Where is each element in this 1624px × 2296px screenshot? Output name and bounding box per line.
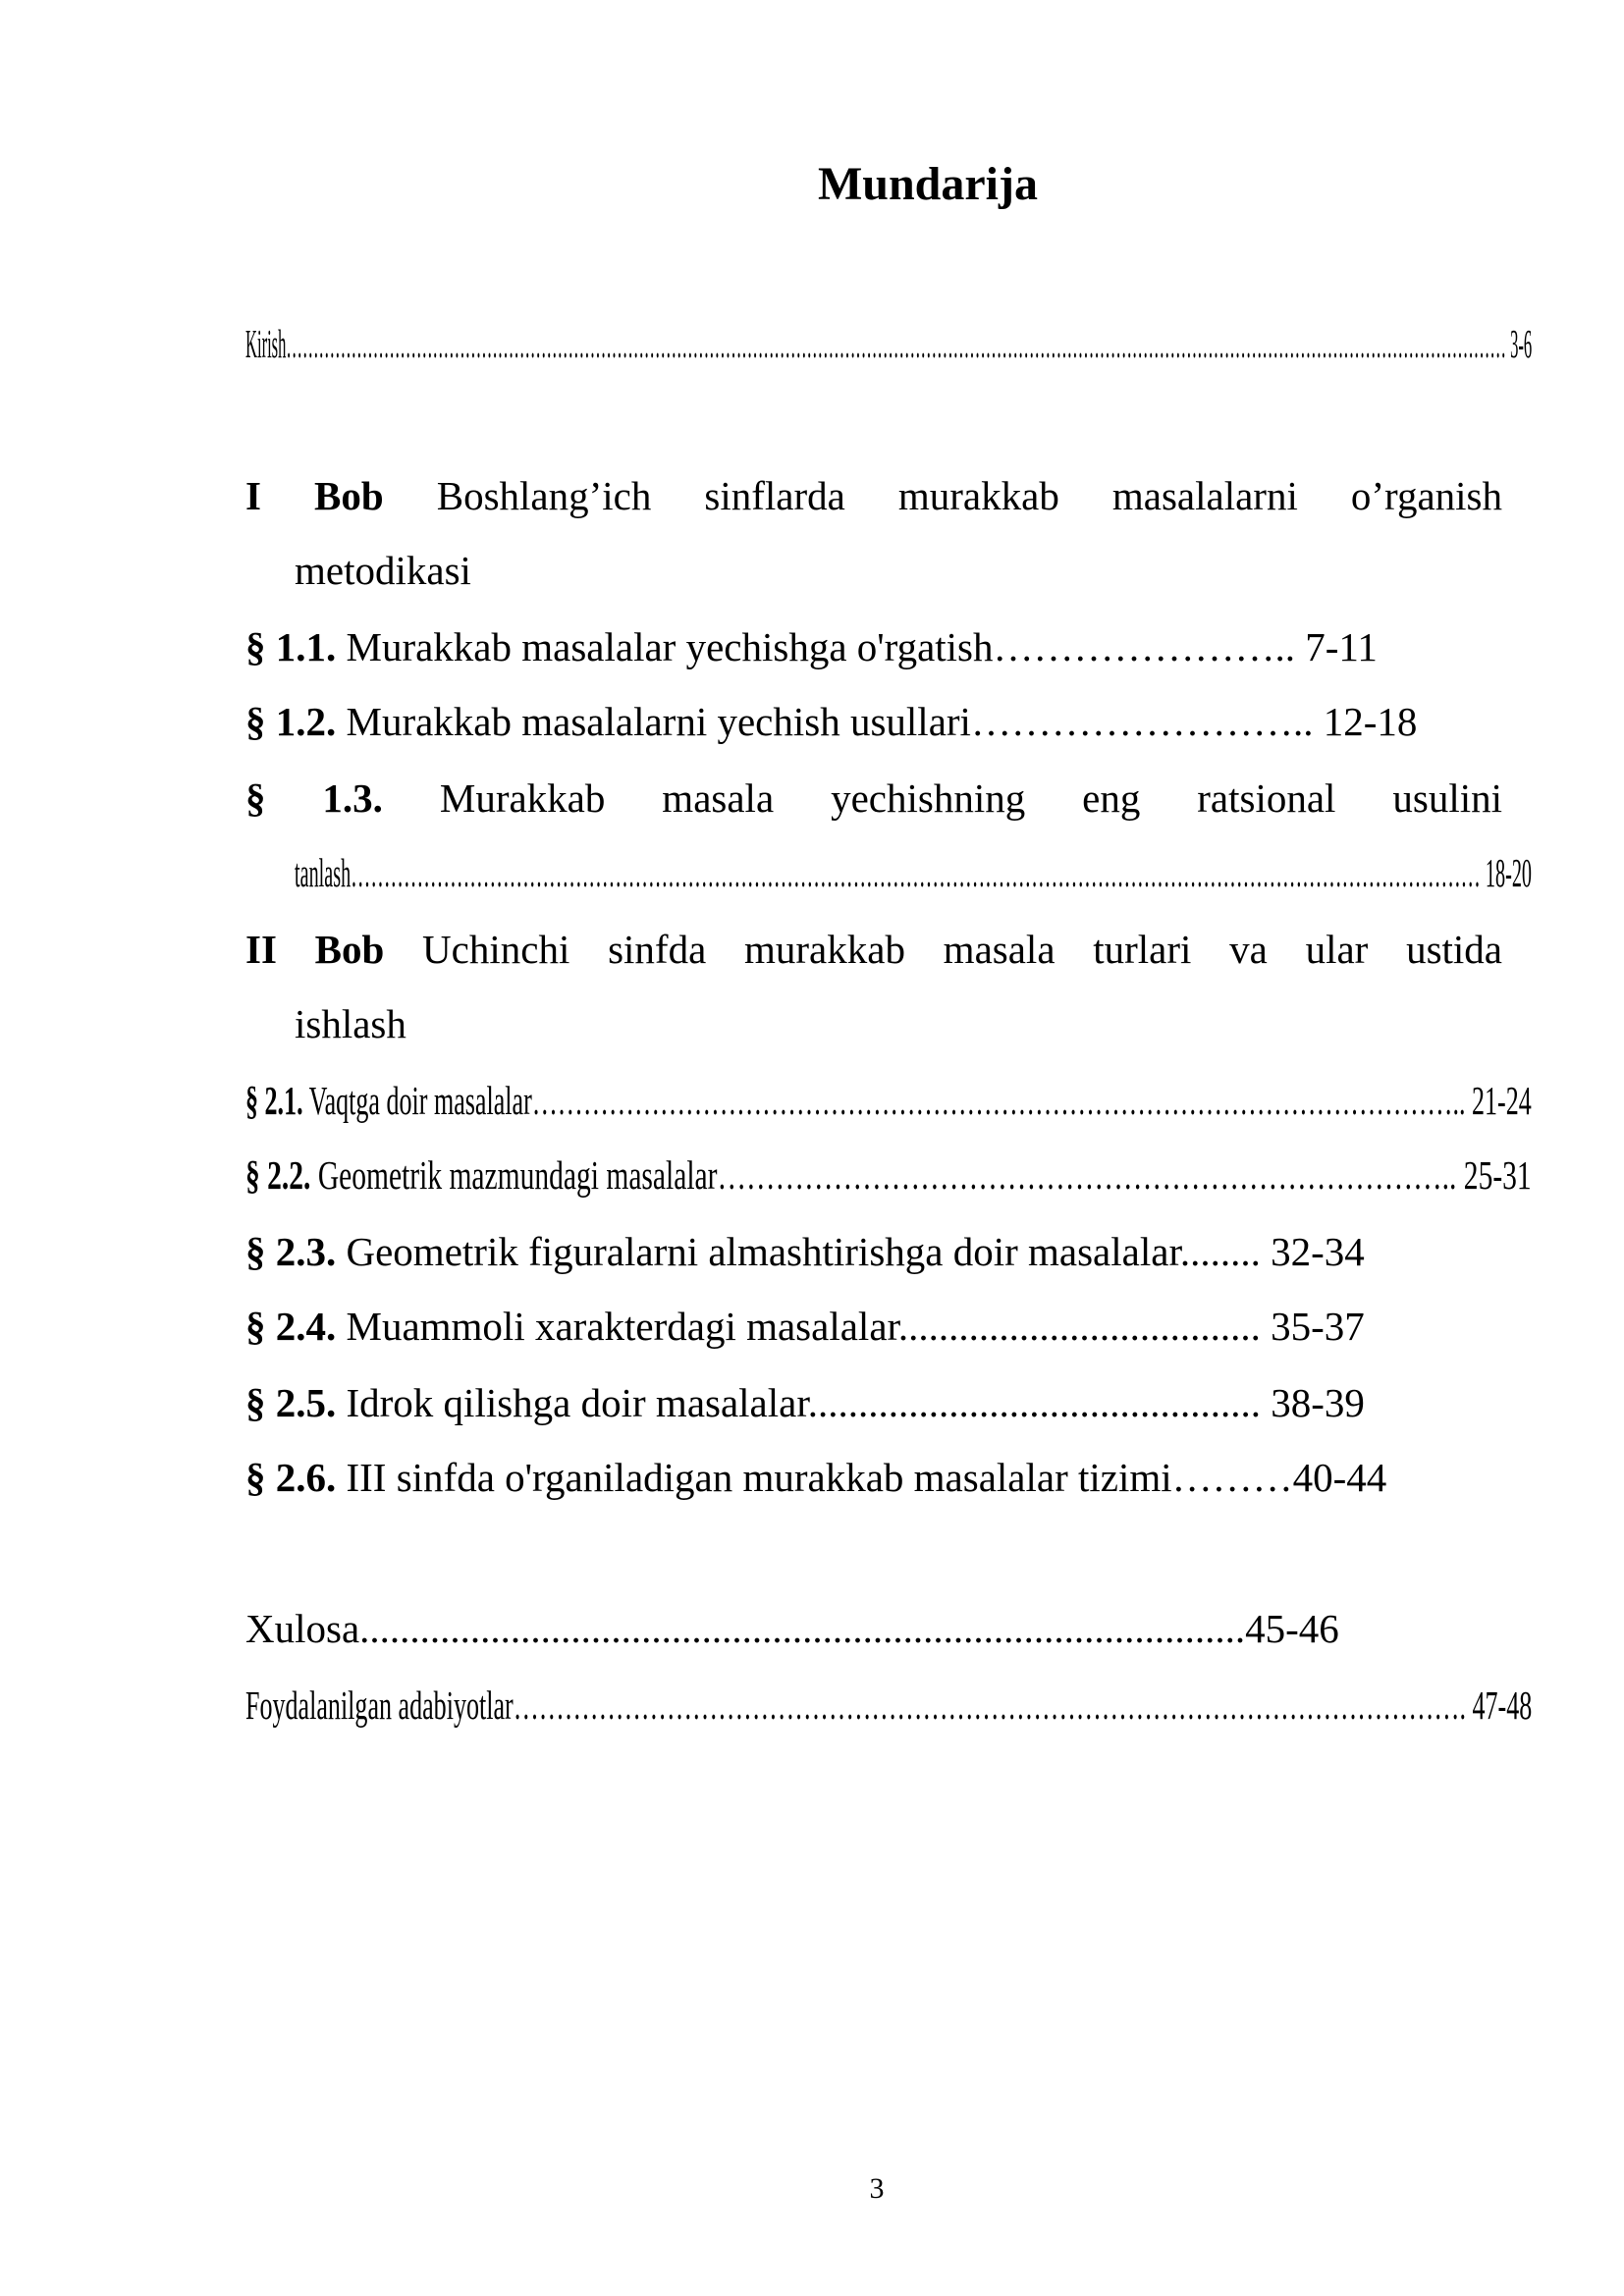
section-text: Murakkab masalalar yechishga o'rgatish………………….. 7-11	[336, 624, 1378, 669]
toc-chapter-2-heading	[245, 923, 1502, 976]
section-text: III sinfda o'rganiladigan murakkab masalalar tizimi………40-44	[336, 1455, 1387, 1500]
chapter-1-label: I Bob	[245, 473, 384, 518]
section-number: § 2.4.	[245, 1304, 337, 1349]
chapter-2-label: II Bob	[245, 927, 385, 972]
toc-chapter-1-title-cont: metodikasi	[295, 548, 471, 593]
toc-entry-2-5	[245, 1376, 1365, 1429]
toc-entry-2-3	[245, 1225, 1365, 1278]
section-number: § 2.1.	[245, 1078, 303, 1123]
section-number: § 1.1.	[245, 624, 337, 669]
section-number: § 2.6.	[245, 1455, 337, 1500]
section-text: Idrok qilishga doir masalalar............................................. 38-39	[336, 1380, 1365, 1425]
toc-entry-2-2	[245, 1148, 1532, 1201]
toc-entry-xulosa: Xulosa........................................................................................45-46	[245, 1606, 1339, 1651]
section-number: § 1.2.	[245, 699, 337, 744]
page-title: Mundarija	[817, 158, 1038, 210]
toc-chapter-2-title-cont: ishlash	[295, 1001, 406, 1046]
toc-entry-kirish: Kirish……………………………………………………………………………………………………………………………………………………………………………………………………… 3-6	[245, 321, 1533, 366]
section-number: § 1.3.	[245, 775, 383, 821]
toc-entry-1-3-cont: tanlash……………………………………………………………………………………………………………………………………………………… 18-20	[295, 850, 1533, 895]
toc-entry-1-2	[245, 695, 1417, 748]
toc-entry-2-1	[245, 1074, 1532, 1127]
toc-chapter-1-heading	[245, 469, 1502, 522]
section-number: § 2.2.	[245, 1152, 311, 1198]
section-number: § 2.3.	[245, 1229, 337, 1274]
section-text: Murakkab masalalarni yechish usullari…………………….. 12-18	[336, 699, 1418, 744]
section-number: § 2.5.	[245, 1380, 337, 1425]
section-text: Muammoli xarakterdagi masalalar.................................... 35-37	[336, 1304, 1365, 1349]
chapter-1-title: Boshlang’ich sinflarda murakkab masalalarni o’rganish	[436, 473, 1503, 518]
section-text: Vaqtga doir masalalar……………………………………………………………………………………………….. 21-24	[302, 1078, 1532, 1123]
toc-entry-1-3	[245, 772, 1502, 825]
section-text: Geometrik figuralarni almashtirishga doir masalalar........ 32-34	[336, 1229, 1365, 1274]
toc-entry-adabiyotlar: Foydalanilgan adabiyotlar…………………………………………………………………………………………………. 47-48	[245, 1682, 1533, 1728]
toc-entry-1-1	[245, 620, 1378, 673]
toc-entry-2-4	[245, 1300, 1365, 1353]
chapter-2-title: Uchinchi sinfda murakkab masala turlari va ular ustida	[422, 927, 1503, 972]
section-text: Geometrik mazmundagi masalalar………………………………………………………………….. 25-31	[310, 1152, 1532, 1198]
page-number: 3	[869, 2172, 885, 2205]
toc-entry-2-6	[245, 1451, 1386, 1504]
section-text: Murakkab masala yechishning eng ratsional usulini	[439, 775, 1503, 821]
